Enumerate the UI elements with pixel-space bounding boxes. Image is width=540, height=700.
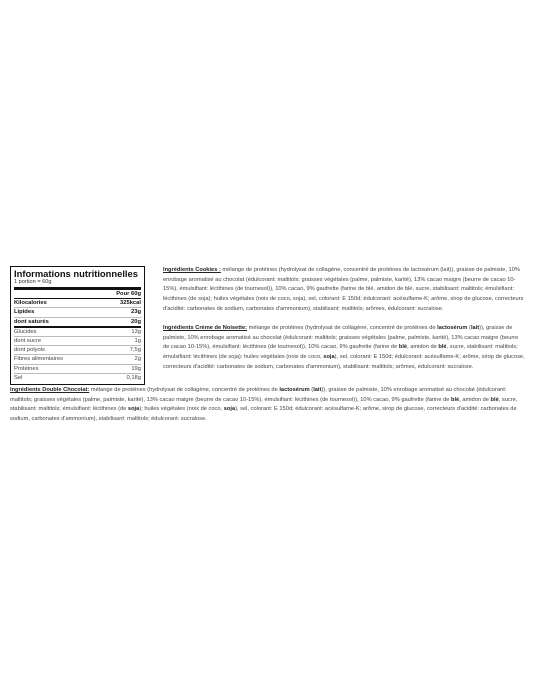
ingredient-text: , sucre, stabilisant: maltitols; émulsifiant: lécithines (de soja); huiles végétales (noix de coco,	[163, 344, 518, 361]
ingredient-text: ), sel, colorant: E 150d; édulcorant: acésulfame-K; arôme, sirop de glucose, correcteurs d'acidité: carbonates de sodium, carbonates d'ammonium), stabilisant: maltitols; édulcorant: sucralose.	[10, 406, 517, 423]
nutrition-row	[14, 355, 141, 364]
ingredient-text: mélange de protéines (hydrolysat de collagène, concentré de protéines de	[89, 387, 280, 393]
nutrition-row-value: 1g	[134, 338, 141, 345]
nutrition-row-label: dont polyols	[14, 347, 45, 354]
nutrition-row	[14, 365, 141, 374]
nutrition-rows	[14, 299, 141, 382]
nutrition-row-value: 325kcal	[120, 300, 141, 307]
nutrition-row	[14, 328, 141, 337]
ingredient-text: )), graisse de palmiste, 10% enrobage aromatisé au chocolat (édulcorant: maltitols; graisses végétales (palme, palmiste, karité), 13% cacao maigre (beurre de cacao 10-15%), émulsifiant: lécithines (de tournesol)), 10% cacao, 9% gaufrette (farine de	[163, 325, 519, 351]
nutrition-row-label: Protéines	[14, 365, 39, 372]
nutrition-row-label: Lipides	[14, 309, 35, 316]
ingredient-text: )), graisse de palmiste, 10% enrobage aromatisé au chocolat (édulcorant: maltitols; graisses végétales (palme, palmiste, karité), 13% cacao maigre (beurre de cacao 10-15%), émulsifiant: lécithines (de tournesol)), 10% cacao, 9% gaufrette (farine de	[10, 387, 507, 403]
ingredient-text: (	[467, 325, 471, 331]
nutrition-column-header	[14, 290, 141, 299]
allergen-text: soja	[223, 406, 236, 413]
nutrition-row	[14, 346, 141, 355]
ingredients-double-chocolat	[10, 386, 528, 425]
ingredient-text: ); huiles végétales (noix de coco,	[139, 406, 224, 413]
nutrition-row	[14, 337, 141, 346]
nutrition-row-value: 23g	[131, 309, 141, 316]
ingredients-cookies-label: Ingrédients Cookies :	[163, 267, 221, 273]
ingredients-noisette-text	[163, 325, 525, 370]
nutrition-row-label: dont sucre	[14, 338, 42, 345]
nutrition-row-label: Kilocalories	[14, 300, 47, 307]
allergen-text: lactosérum	[279, 387, 310, 393]
allergen-text: soja	[323, 354, 335, 361]
nutrition-row-label: dont saturés	[14, 318, 49, 325]
nutrition-row-value: 13g	[131, 328, 141, 335]
nutrition-table	[10, 266, 145, 385]
nutrition-row-label: Sel	[14, 374, 23, 381]
nutrition-row	[14, 308, 141, 317]
ingredient-text: ), sel, colorant: E 150d; édulcorant: acésulfame-K; arôme, sirop de glucose, correcteurs d'acidité: carbonates de sodium, carbonates d'ammonium), stabilisant: maltitols; arômes, édulcorant: sucralose.	[163, 354, 525, 370]
nutrition-title: Informations nutritionnelles	[14, 268, 138, 279]
allergen-text: lait	[313, 387, 322, 393]
nutrition-row-value: 7,5g	[129, 347, 141, 354]
ingredients-cookies	[163, 266, 525, 315]
nutrition-row	[14, 374, 141, 382]
ingredients-noisette	[163, 324, 525, 373]
ingredients-double-chocolat-label: Ingrédients Double Chocolat:	[10, 387, 90, 393]
column-header-label: Pour 60g	[116, 291, 141, 297]
allergen-text: blé	[398, 344, 408, 351]
ingredient-text: mélange de protéines (hydrolysat de collagène, concentré de protéines de lactosérum (lait)), graisse de palmiste, 10% enrobage aromatisé au chocolat (édulcorant: maltitols; graisses végétales (palme, palmiste, karité), 13% cacao maigre (beurre de cacao 10-15%), émulsifiant: lécithines (de tournesol)), 10% cacao, 9% gaufrette (farine de blé, amidon de blé, sucre, stabilisant: maltitols; émulsifiant: lécithines (de soja); huiles végétales (noix de coco, soja), sel, colorant: E 150d; édulcorant: acésulfame-K; arôme, sirop de glucose, correcteurs d'acidité: carbonates de sodium, carbonates d'ammonium), stabilisant: maltitols; arômes, édulcorant: sucralose.	[163, 267, 524, 312]
ingredients-noisette-label: Ingrédients Crème de Noisette:	[163, 325, 248, 331]
allergen-text: soja	[127, 406, 140, 413]
allergen-text: blé	[451, 396, 460, 403]
nutrition-portion: 1 portion = 60g	[14, 279, 141, 290]
allergen-text: blé	[490, 396, 499, 403]
allergen-text: lactosérum	[437, 325, 468, 331]
nutrition-row	[14, 299, 141, 308]
nutrition-row-value: 2g	[134, 356, 141, 363]
allergen-text: lait	[470, 325, 480, 331]
nutrition-row-value: 20g	[131, 318, 141, 325]
ingredient-text: , sucre, stabilisant: maltitols; émulsifiant: lécithines (de	[10, 396, 518, 413]
ingredients-cookies-text	[163, 267, 523, 312]
nutrition-row-value: 19g	[131, 365, 141, 372]
ingredient-text: , amidon de	[407, 344, 439, 351]
nutrition-row-value: 0,18g	[126, 374, 141, 381]
nutrition-row-label: Fibres alimentaires	[14, 356, 63, 363]
ingredient-text: , amidon de	[459, 396, 491, 403]
allergen-text: blé	[438, 344, 447, 351]
nutrition-row-label: Glucides	[14, 328, 37, 335]
ingredient-text: (	[309, 387, 314, 393]
nutrition-row	[14, 318, 141, 328]
ingredient-text: mélange de protéines (hydrolysat de collagène, concentré de protéines de	[247, 325, 438, 331]
